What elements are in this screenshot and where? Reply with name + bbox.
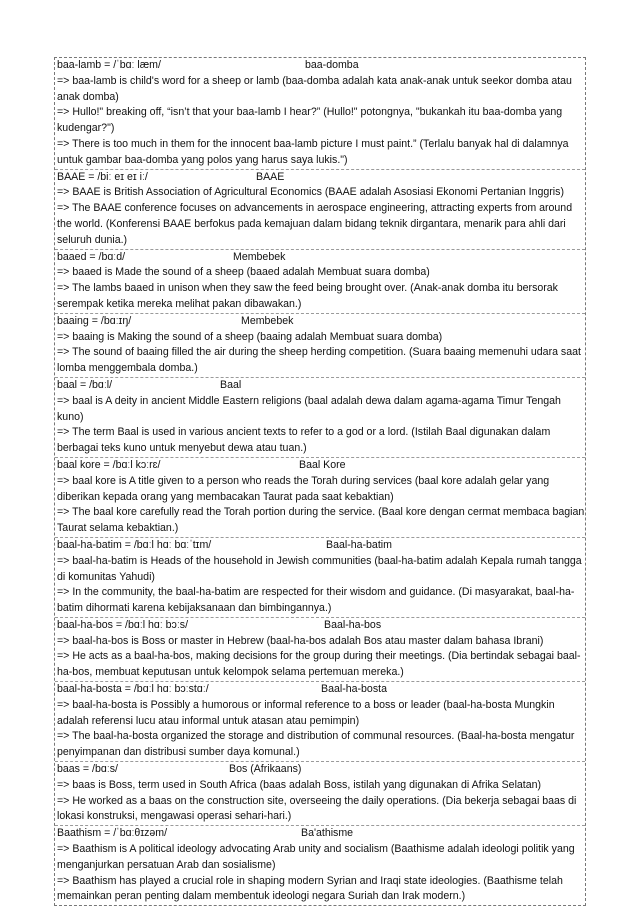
entry-example: => The baal-ha-bosta organized the storage and distribution of communal resources. (Baal-ha-bosta mengatur penyimpanan dan distribusi sumber daya komunal.) (57, 730, 575, 759)
entry-definition: => baaed is Made the sound of a sheep (baaed adalah Membuat suara domba) (57, 266, 430, 279)
entry-header (55, 826, 585, 842)
entry-definition: => baas is Boss, term used in South Africa (baas adalah Boss, istilah yang digunakan di Afrika Selatan) (57, 778, 542, 791)
entry-example: => The BAAE conference focuses on advancements in aerospace engineering, attracting experts from around the world. (Konferensi BAAE berfokus pada kemajuan dalam bidang teknik dirgantara, menarik para ahli dari seluruh dunia.) (57, 202, 573, 246)
entry-term: baal-ha-bos = /bɑːl hɑː bɔːs/ (57, 618, 189, 631)
entry-header (55, 538, 585, 554)
entry-example: => Baathism has played a crucial role in shaping modern Syrian and Iraqi state ideologies. (Baathisme telah memainkan peran penting dalam membentuk ideologi negara Suriah dan Irak modern.) (57, 874, 563, 903)
entry-translation: Baal-ha-batim (326, 538, 392, 551)
dictionary-entry (55, 313, 585, 377)
entry-header (55, 458, 585, 474)
entry-definition: => baal kore is A title given to a person who reads the Torah during services (baal kore adalah gelar yang diberikan kepada orang yang membacakan Taurat pada saat kebaktian) (57, 474, 550, 503)
entry-translation: Bos (Afrikaans) (229, 763, 302, 776)
entry-term: baal-ha-bosta = /bɑːl hɑː bɔːstɑː/ (57, 683, 209, 696)
entry-definition: => baal is A deity in ancient Middle Eastern religions (baal adalah dewa dalam agama-agama Timur Tengah kuno) (57, 394, 561, 423)
entry-term: baaed = /bɑːd/ (57, 250, 126, 263)
dictionary-entry (55, 537, 585, 617)
entry-example: => The term Baal is used in various ancient texts to refer to a god or a lord. (Istilah Baal digunakan dalam berbagai teks kuno untuk menyebut dewa atau tuan.) (57, 426, 551, 455)
dictionary-entry (55, 825, 585, 905)
entry-example: => He acts as a baal-ha-bos, making decisions for the group during their meetings. (Dia bertindak sebagai baal-ha-bos, membuat keputusan untuk kelompok selama pertemuan mereka.) (57, 650, 581, 679)
dictionary-entry (55, 457, 585, 537)
entry-example: => He worked as a baas on the construction site, overseeing the daily operations. (Dia bekerja sebagai baas di lokasi konstruksi, mengawasi operasi sehari-hari.) (57, 794, 577, 823)
entry-definition: => baal-ha-bos is Boss or master in Hebrew (baal-ha-bos adalah Bos atau master dalam bahasa Ibrani) (57, 634, 544, 647)
dictionary-entry (55, 377, 585, 457)
entry-header (55, 618, 585, 634)
entry-translation: Baal Kore (299, 458, 346, 471)
entry-example: => Hullo!" breaking off, “isn’t that your baa-lamb I hear?” (Hullo!" potongnya, "bukankah itu baa-domba yang kudengar?") (57, 106, 563, 135)
entry-translation: Ba'athisme (301, 827, 354, 840)
dictionary-entry (55, 761, 585, 825)
entry-definition: => baa-lamb is child's word for a sheep or lamb (baa-domba adalah kata anak-anak untuk seekor domba atau anak domba) (57, 74, 572, 103)
dictionary-entry (55, 169, 585, 249)
entry-header (55, 378, 585, 394)
entry-example: => In the community, the baal-ha-batim are respected for their wisdom and guidance. (Di masyarakat, baal-ha-batim dihormati karena kebijaksanaan dan bimbingannya.) (57, 586, 575, 615)
entry-example: => There is too much in them for the innocent baa-lamb picture I must paint.” (Terlalu banyak hal di dalamnya untuk gambar baa-domba yang polos yang harus saya lukis.") (57, 137, 569, 166)
entry-translation: Baal (220, 378, 242, 391)
entry-example: => The baal kore carefully read the Torah portion during the service. (Baal kore dengan cermat membaca bagian Taurat selama kebaktian.) (57, 506, 585, 535)
entry-header (55, 170, 585, 186)
entry-example: => The lambs baaed in unison when they saw the feed being brought over. (Anak-anak domba itu bersorak serempak ketika mereka melihat pakan dibawakan.) (57, 282, 558, 310)
entry-definition: => baal-ha-batim is Heads of the household in Jewish communities (baal-ha-batim adalah Kepala rumah tangga di komunitas Yahudi) (57, 554, 582, 583)
entry-translation: Membebek (241, 314, 294, 327)
entry-definition: => Baathism is A political ideology advocating Arab unity and socialism (Baathisme adalah ideologi politik yang menganjurkan persatuan Arab dan sosialisme) (57, 843, 575, 871)
entry-definition: => baaing is Making the sound of a sheep (baaing adalah Membuat suara domba) (57, 330, 443, 343)
entry-definition: => baal-ha-bosta is Possibly a humorous or informal reference to a boss or leader (baal-ha-bosta Mungkin adalah referensi lucu atau informal untuk atasan atau pemimpin) (57, 698, 555, 727)
entry-header (55, 58, 585, 74)
entry-definition: => BAAE is British Association of Agricultural Economics (BAAE adalah Asosiasi Ekonomi Pertanian Inggris) (57, 186, 564, 199)
entry-translation: Baal-ha-bosta (321, 683, 387, 696)
entry-term: baa-lamb = /ˈbɑː læm/ (57, 59, 161, 71)
entry-translation: baa-domba (305, 59, 359, 71)
dictionary-entry (55, 58, 585, 169)
entry-term: baal-ha-batim = /bɑːl hɑː bɑːˈtɪm/ (57, 538, 212, 551)
dictionary-page (54, 57, 586, 906)
dictionary-entry (55, 617, 585, 681)
entry-header (55, 682, 585, 698)
dictionary-entry (55, 249, 585, 313)
entry-header (55, 762, 585, 778)
entry-translation: Membebek (233, 250, 286, 263)
entry-example: => The sound of baaing filled the air during the sheep herding competition. (Suara baaing memenuhi udara saat lomba menggembala domba.) (57, 346, 581, 375)
entry-header (55, 314, 585, 330)
entry-term: BAAE = /biː eɪ eɪ iː/ (57, 170, 148, 183)
entry-term: baal kore = /bɑːl kɔːrɛ/ (57, 458, 161, 471)
entry-translation: Baal-ha-bos (324, 618, 382, 631)
entry-term: baal = /bɑːl/ (57, 378, 113, 391)
entry-term: baas = /bɑːs/ (57, 763, 118, 776)
entry-header (55, 250, 585, 266)
entry-translation: BAAE (256, 170, 285, 183)
dictionary-entry (55, 681, 585, 761)
entry-term: Baathism = /ˈbɑːθɪzəm/ (57, 827, 168, 840)
entry-term: baaing = /bɑːɪŋ/ (57, 314, 132, 327)
